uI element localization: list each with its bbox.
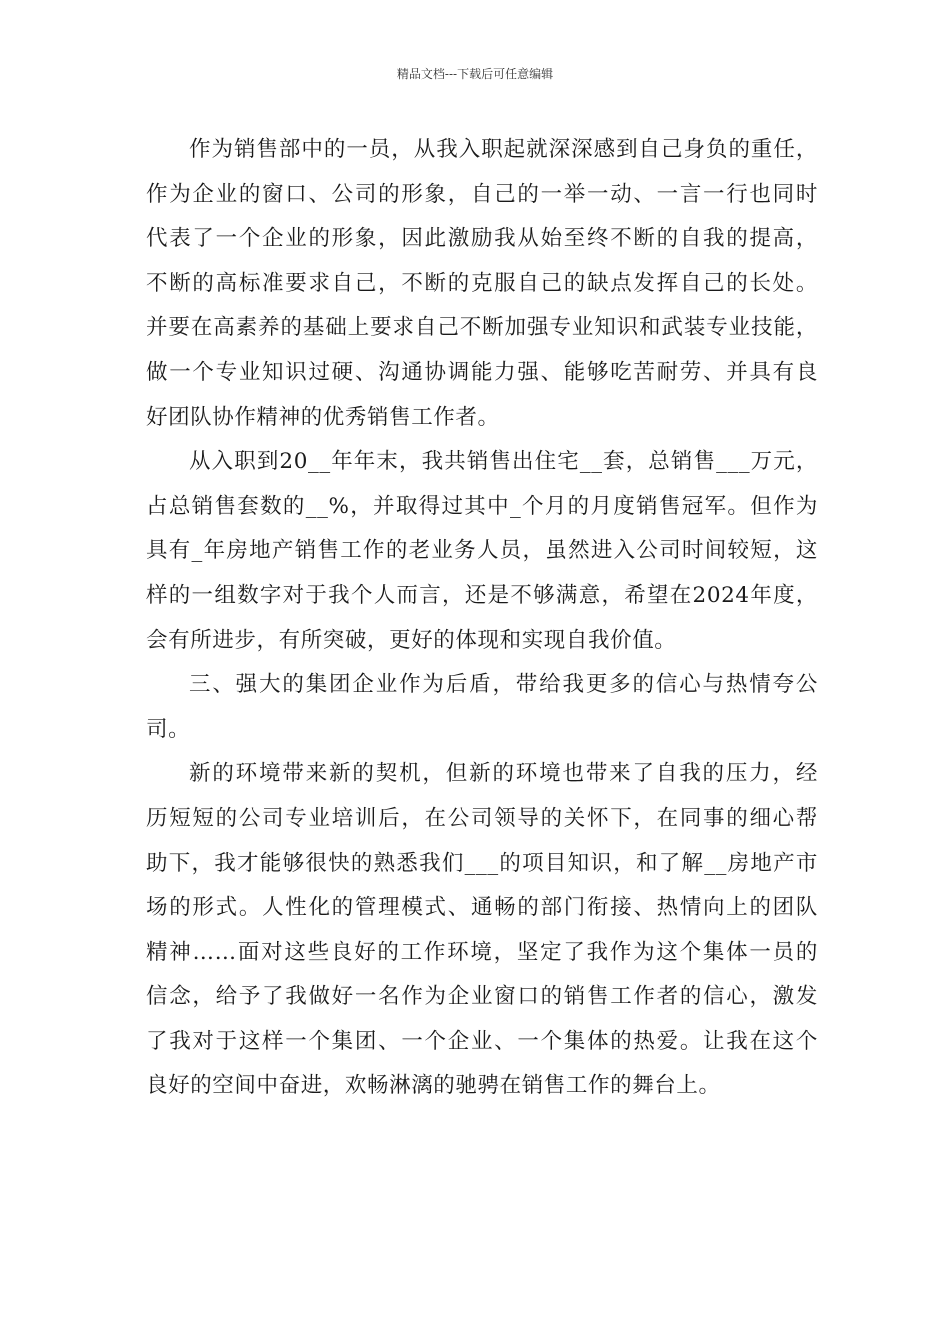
text-line: 从入职到20__年年末，我共销售出住宅__套，总销售___万元，	[189, 449, 818, 475]
text-line: 会有所进步，有所突破，更好的体现和实现自我价值。	[146, 627, 677, 653]
paragraph-2	[146, 440, 818, 663]
text-line: 具有_年房地产销售工作的老业务人员，虽然进入公司时间较短，这	[146, 538, 818, 564]
text-line: 精神……面对这些良好的工作环境，坚定了我作为这个集体一员的	[146, 939, 818, 965]
text-line: 占总销售套数的__%，并取得过其中_个月的月度销售冠军。但作为	[146, 493, 818, 519]
text-line: 历短短的公司专业培训后，在公司领导的关怀下，在同事的细心帮	[146, 805, 818, 831]
text-line: 新的环境带来新的契机，但新的环境也带来了自我的压力，经	[189, 761, 818, 787]
paragraph-1	[146, 128, 818, 440]
text-line: 信念，给予了我做好一名作为企业窗口的销售工作者的信心，激发	[146, 984, 818, 1010]
text-line: 助下，我才能够很快的熟悉我们___的项目知识，和了解__房地产市	[146, 850, 818, 876]
text-line: 三、强大的集团企业作为后盾，带给我更多的信心与热情夸公	[189, 672, 818, 698]
text-line: 并要在高素养的基础上要求自己不断加强专业知识和武装专业技能，	[146, 315, 818, 341]
paragraph-4	[146, 752, 818, 1109]
text-line: 代表了一个企业的形象，因此激励我从始至终不断的自我的提高，	[146, 226, 818, 252]
text-line: 做一个专业知识过硬、沟通协调能力强、能够吃苦耐劳、并具有良	[146, 359, 818, 385]
text-line: 良好的空间中奋进，欢畅淋漓的驰骋在销售工作的舞台上。	[146, 1073, 721, 1099]
text-line: 作为销售部中的一员，从我入职起就深深感到自己身负的重任，	[189, 137, 818, 162]
text-line: 样的一组数字对于我个人而言，还是不够满意，希望在2024年度，	[146, 582, 818, 608]
text-line: 不断的高标准要求自己，不断的克服自己的缺点发挥自己的长处。	[146, 270, 818, 296]
page-header: 精品文档---下载后可任意编辑	[396, 67, 554, 81]
text-line: 作为企业的窗口、公司的形象，自己的一举一动、一言一行也同时	[146, 181, 818, 207]
text-line: 司。	[146, 716, 191, 742]
text-line: 了我对于这样一个集团、一个企业、一个集体的热爱。让我在这个	[146, 1028, 818, 1054]
text-line: 好团队协作精神的优秀销售工作者。	[146, 404, 500, 430]
text-line: 场的形式。人性化的管理模式、通畅的部门衔接、热情向上的团队	[146, 895, 818, 921]
document-body	[146, 128, 818, 1109]
paragraph-3-heading	[146, 663, 818, 752]
